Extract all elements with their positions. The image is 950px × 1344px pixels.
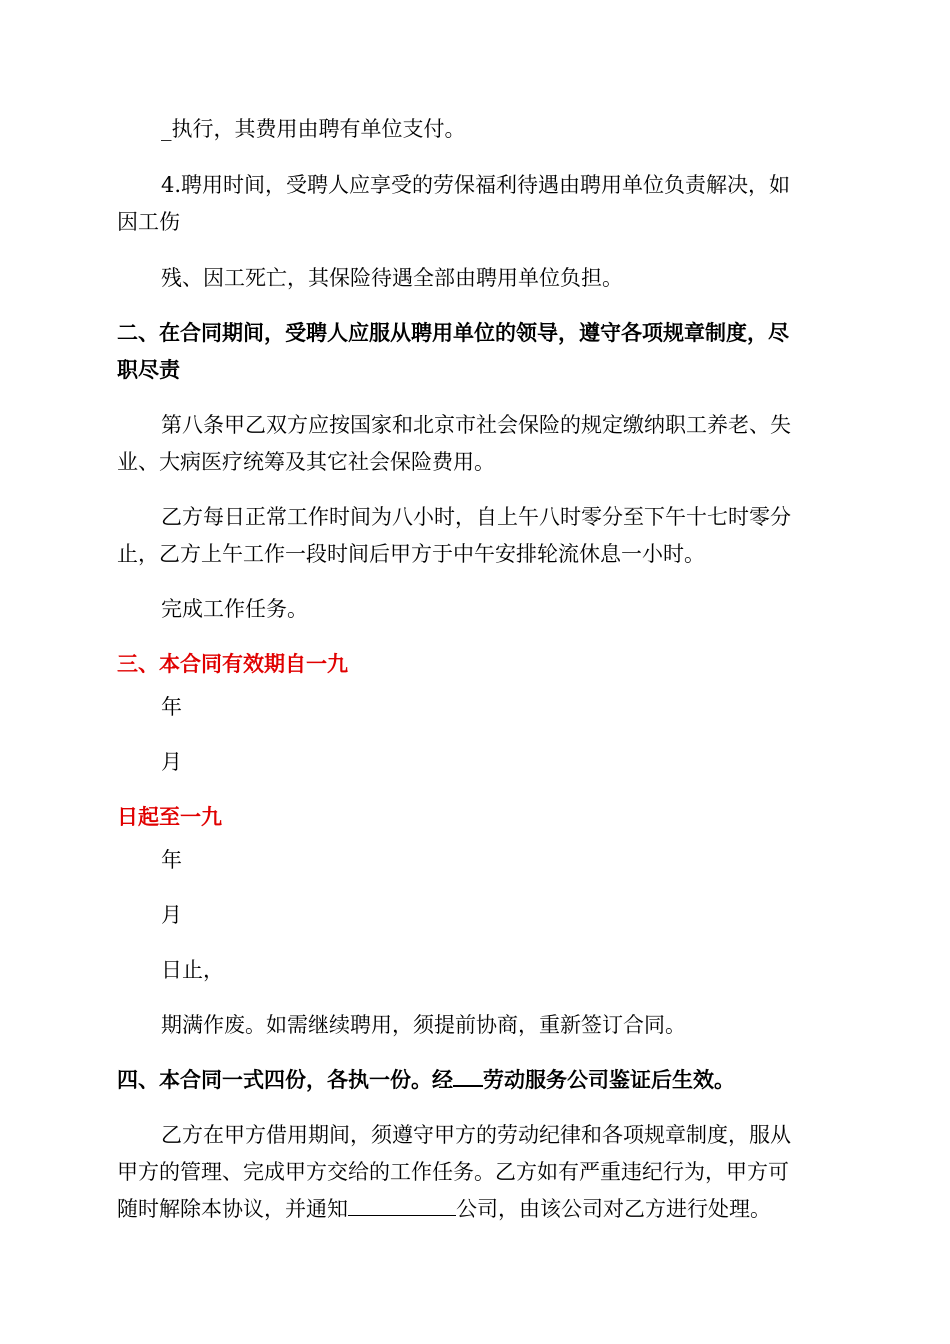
blank-service-company — [453, 1065, 483, 1087]
heading-section-four-part1: 四、本合同一式四份，各执一份。经 — [117, 1068, 453, 1092]
heading-section-two-line1: 二、在合同期间，受聘人应服从聘用单位的领导，遵守各项规章制度，尽 — [117, 321, 789, 345]
label-month-1: 月 — [161, 750, 182, 774]
paragraph-discipline-line2: 甲方的管理、完成甲方交给的工作任务。乙方如有严重违纪行为，甲方可 — [117, 1160, 789, 1184]
label-year-1: 年 — [161, 695, 182, 719]
paragraph-insurance: 残、因工死亡，其保险待遇全部由聘用单位负担。 — [161, 266, 623, 290]
paragraph-discipline-line1: 乙方在甲方借用期间，须遵守甲方的劳动纪律和各项规章制度，服从 — [161, 1123, 791, 1147]
paragraph-execution: _执行，其费用由聘有单位支付。 — [161, 117, 466, 141]
paragraph-work-hours-line2: 止，乙方上午工作一段时间后甲方于中午安排轮流休息一小时。 — [117, 542, 705, 566]
blank-company-name — [348, 1193, 456, 1216]
heading-section-three: 三、本合同有效期自一九 — [117, 652, 348, 676]
heading-section-three-end: 日起至一九 — [117, 805, 222, 829]
paragraph-discipline-line3-part2: 公司，由该公司对乙方进行处理。 — [456, 1197, 771, 1221]
label-month-2: 月 — [161, 903, 182, 927]
paragraph-discipline-line3 — [117, 1190, 833, 1228]
paragraph-work-hours-line1: 乙方每日正常工作时间为八小时，自上午八时零分至下午十七时零分 — [161, 505, 791, 529]
heading-section-two-line2: 职尽责 — [117, 358, 180, 382]
paragraph-complete-tasks: 完成工作任务。 — [161, 597, 308, 621]
paragraph-discipline-line3-part1: 随时解除本协议，并通知 — [117, 1197, 348, 1221]
paragraph-social-insurance-line2: 业、大病医疗统筹及其它社会保险费用。 — [117, 450, 495, 474]
paragraph-social-insurance-line1: 第八条甲乙双方应按国家和北京市社会保险的规定缴纳职工养老、失 — [161, 413, 791, 437]
paragraph-employment-time-line1: 4.聘用时间，受聘人应享受的劳保福利待遇由聘用单位负责解决，如 — [161, 173, 791, 197]
paragraph-employment-time-line2: 因工伤 — [117, 210, 180, 234]
paragraph-expiry: 期满作废。如需继续聘用，须提前协商，重新签订合同。 — [161, 1013, 686, 1037]
heading-section-four — [117, 1061, 833, 1099]
label-year-2: 年 — [161, 848, 182, 872]
heading-section-four-part2: 劳动服务公司鉴证后生效。 — [483, 1068, 735, 1092]
label-day-end: 日止， — [161, 958, 224, 982]
